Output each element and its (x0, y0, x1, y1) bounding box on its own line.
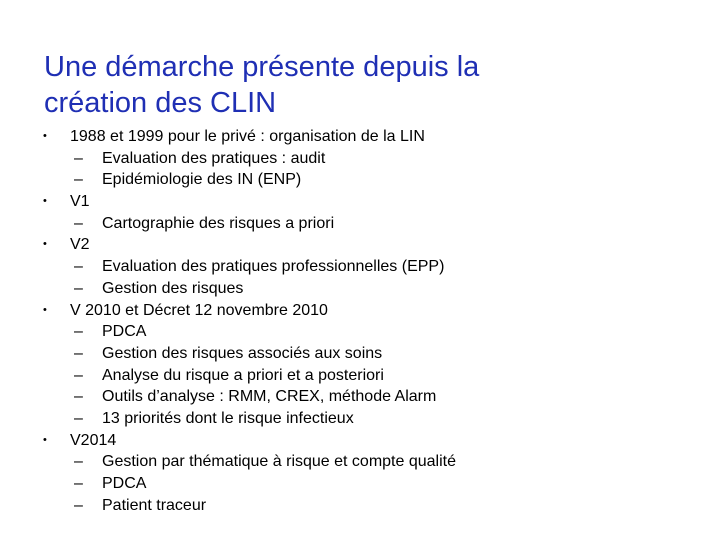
dash-icon: – (74, 171, 83, 189)
sub-list-item (0, 365, 720, 387)
sub-list-item (0, 495, 720, 517)
sub-list-item-text: Gestion par thématique à risque et compte qualité (102, 453, 456, 471)
sub-list-item-text: Analyse du risque a priori et a posteriori (102, 366, 384, 384)
dash-icon: – (74, 214, 83, 232)
list-item (0, 191, 720, 213)
list-item (0, 300, 720, 322)
dash-icon: – (74, 323, 83, 341)
sub-list-item-text: 13 priorités dont le risque infectieux (102, 409, 354, 427)
list-item-text: 1988 et 1999 pour le privé : organisation de la LIN (70, 128, 425, 145)
list-item-text: V1 (70, 193, 90, 211)
sub-list-item (0, 386, 720, 408)
sub-list-item-text: Outils d’analyse : RMM, CREX, méthode Alarm (102, 388, 437, 406)
sub-list-item (0, 408, 720, 430)
sub-list-item (0, 169, 720, 191)
sub-list-item-text: Cartographie des risques a priori (102, 214, 335, 232)
sub-list-item-text: Gestion des risques (102, 279, 244, 297)
bullet-icon: • (43, 130, 47, 142)
slide-title-line-2: création des CLIN (44, 87, 277, 119)
dash-icon: – (74, 279, 83, 297)
dash-icon: – (74, 453, 83, 471)
bullet-icon: • (43, 433, 47, 446)
dash-icon: – (74, 258, 83, 276)
sub-list-item (0, 213, 720, 235)
sub-list-item (0, 473, 720, 495)
slide-title-line-1: Une démarche présente depuis la (44, 51, 480, 83)
list-item (0, 430, 720, 452)
bullet-list (0, 126, 720, 516)
dash-icon: – (74, 409, 83, 427)
list-item-text: V2014 (70, 431, 117, 449)
dash-icon: – (74, 475, 83, 492)
bullet-icon: • (43, 195, 47, 208)
bullet-icon: • (43, 303, 47, 316)
sub-list-item-text: Epidémiologie des IN (ENP) (102, 171, 302, 189)
sub-list-item-text: PDCA (102, 323, 147, 341)
dash-icon: – (74, 344, 83, 362)
sub-list-item-text: Gestion des risques associés aux soins (102, 344, 383, 362)
sub-list-item-text: Evaluation des pratiques professionnelles (EPP) (102, 258, 445, 276)
sub-list-item (0, 278, 720, 300)
slide-title (44, 49, 684, 121)
list-item (0, 234, 720, 256)
sub-list-item (0, 451, 720, 473)
list-item-text: V2 (70, 236, 90, 254)
dash-icon: – (74, 496, 83, 514)
list-item-text: V 2010 et Décret 12 novembre 2010 (70, 301, 328, 319)
sub-list-item-text: Patient traceur (102, 496, 207, 514)
bullet-icon: • (43, 238, 47, 251)
sub-list-item-text: Evaluation des pratiques : audit (102, 149, 326, 167)
sub-list-item (0, 343, 720, 365)
dash-icon: – (74, 149, 83, 167)
dash-icon: – (74, 388, 83, 406)
dash-icon: – (74, 366, 83, 384)
sub-list-item (0, 148, 720, 170)
sub-list-item (0, 256, 720, 278)
sub-list-item (0, 321, 720, 343)
sub-list-item-text: PDCA (102, 475, 147, 492)
list-item (0, 126, 720, 148)
